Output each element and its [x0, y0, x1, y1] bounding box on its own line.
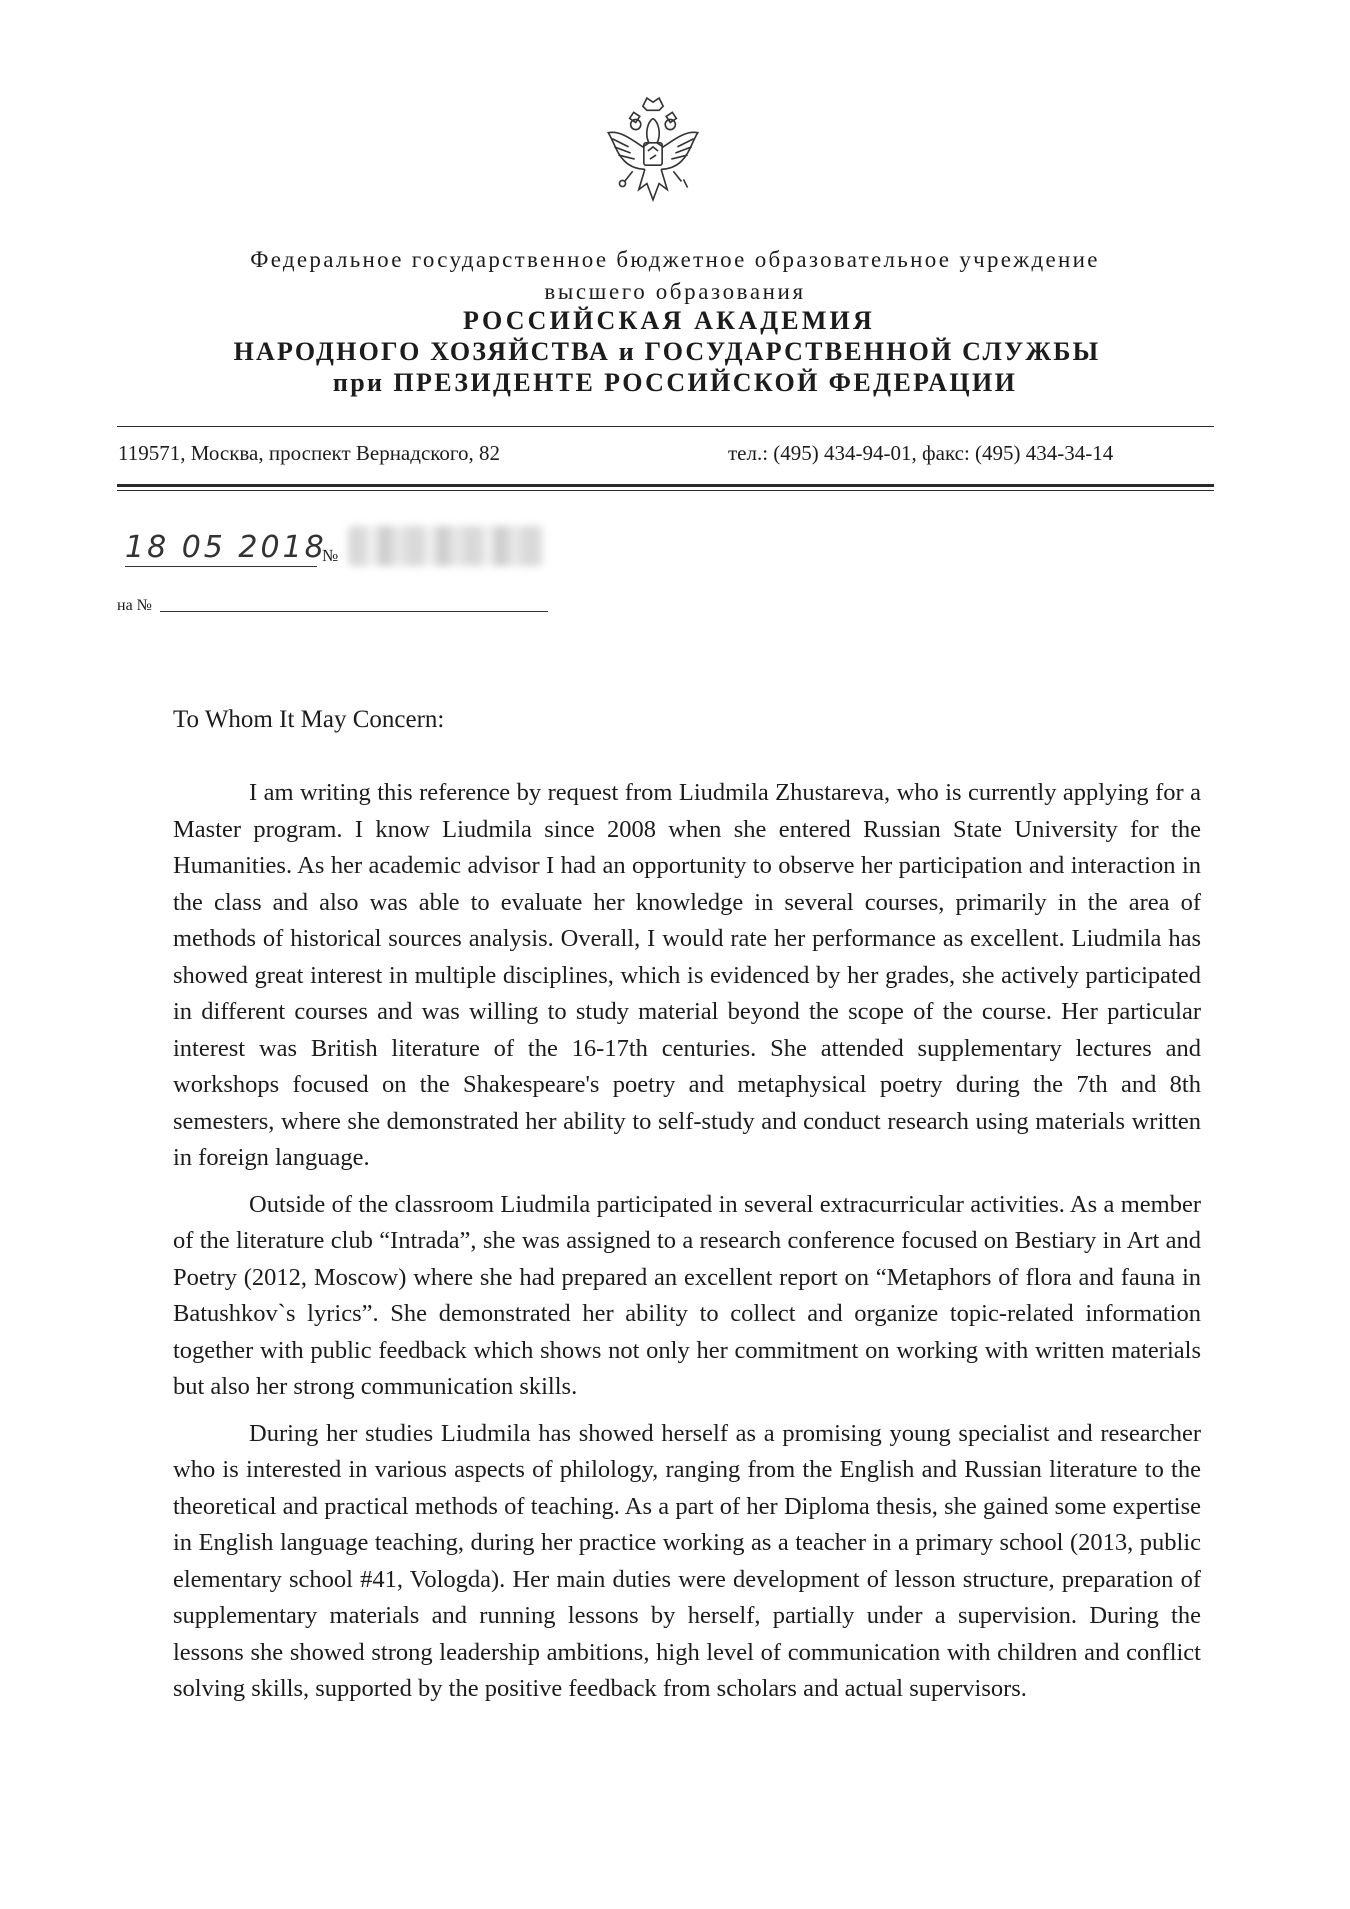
- education-level-line: высшего образования: [544, 279, 806, 304]
- coat-of-arms-emblem-icon: [602, 92, 704, 214]
- institution-name-line-3: при ПРЕЗИДЕНТЕ РОССИЙСКОЙ ФЕДЕРАЦИИ: [332, 368, 1018, 397]
- handwritten-date: 18 05 2018: [125, 530, 327, 565]
- header-divider-bottom-thin: [117, 490, 1214, 491]
- institution-name-line-1: РОССИЙСКАЯ АКАДЕМИЯ: [463, 306, 875, 335]
- salutation: To Whom It May Concern:: [173, 706, 445, 733]
- paragraph-3: During her studies Liudmila has showed herself as a promising young specialist and researcher who is interested in various aspects of philology, ranging from the English and Russian literature to the theoretical and practical methods of teaching. As a part of her Diploma thesis, she gained some expertise in English language teaching, during her practice working as a teacher in a primary school (2013, public elementary school #41, Vologda). Her main duties were development of lesson structure, preparation of supplementary materials and running lessons by herself, partially under a supervision. During the lessons she showed strong leadership ambitions, high level of communication with children and conflict solving skills, supported by the positive feedback from scholars and actual supervisors.: [173, 1419, 1201, 1702]
- postal-address: 119571, Москва, проспект Вернадского, 82: [118, 441, 500, 465]
- institution-type-line: Федеральное государственное бюджетное образовательное учреждение: [250, 247, 1100, 272]
- header-divider-top: [117, 426, 1214, 427]
- institution-name-line-2: НАРОДНОГО ХОЗЯЙСТВА и ГОСУДАРСТВЕННОЙ СЛУЖБЫ: [233, 337, 1101, 366]
- reply-to-line: [160, 611, 548, 612]
- letter-body: [173, 775, 1201, 1718]
- paragraph-2: Outside of the classroom Liudmila participated in several extracurricular activities. As a member of the literature club “Intrada”, she was assigned to a research conference focused on Bestiary in Art and Poetry (2012, Moscow) where she had prepared an excellent report on “Metaphors of flora and fauna in Batushkov`s lyrics”. She demonstrated her ability to collect and organize topic-related information together with public feedback which shows not only her commitment on working with written materials but also her strong communication skills.: [173, 1190, 1201, 1400]
- redacted-number: [348, 526, 544, 566]
- phone-fax: тел.: (495) 434-94-01, факс: (495) 434-34-14: [728, 441, 1114, 465]
- paragraph-1: I am writing this reference by request from Liudmila Zhustareva, who is currently applying for a Master program. I know Liudmila since 2008 when she entered Russian State University for the Humanities. As her academic advisor I had an opportunity to observe her participation and interaction in the class and also was able to evaluate her knowledge in several courses, primarily in the area of methods of historical sources analysis. Overall, I would rate her performance as excellent. Liudmila has showed great interest in multiple disciplines, which is evidenced by her grades, she actively participated in different courses and was willing to study material beyond the scope of the course. Her particular interest was British literature of the 16-17th centuries. She attended supplementary lectures and workshops focused on the Shakespeare's poetry and metaphysical poetry during the 7th and 8th semesters, where she demonstrated her ability to self-study and conduct research using materials written in foreign language.: [173, 779, 1201, 1171]
- number-label: №: [322, 546, 339, 565]
- date-underline: [125, 566, 317, 567]
- reply-to-label: на №: [117, 597, 152, 614]
- header-divider-bottom: [117, 484, 1214, 487]
